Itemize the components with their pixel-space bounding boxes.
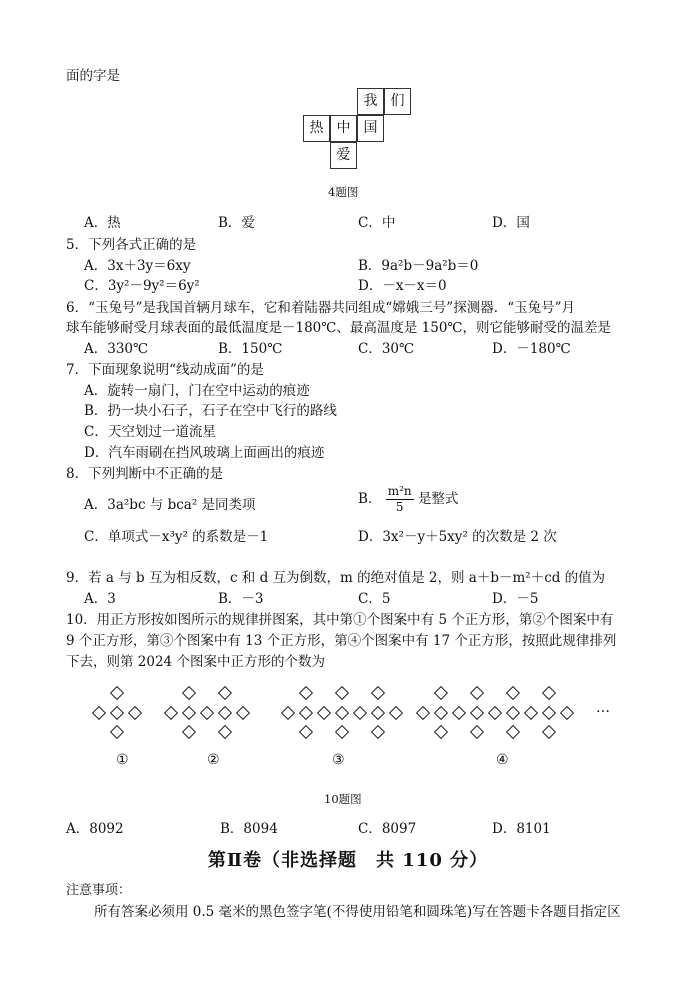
pattern-square: [335, 706, 349, 720]
pattern-square: [470, 706, 484, 720]
q9-option-b: B．－3: [218, 591, 264, 607]
pattern-square: [542, 686, 556, 700]
q7-option-c: C．天空划过一道流星: [84, 424, 216, 440]
pattern-square: [110, 725, 124, 739]
pattern-square: [389, 706, 403, 720]
pattern-label: ③: [332, 752, 345, 768]
q6-option-c: C．30℃: [358, 341, 415, 357]
q10-option-a: A．8092: [66, 821, 124, 837]
q8-option-b-text: 是整式: [417, 491, 459, 507]
pattern-square: [524, 706, 538, 720]
pattern-square: [110, 686, 124, 700]
q9-option-c: C．5: [358, 591, 391, 607]
pattern-label: ④: [496, 752, 509, 768]
pattern-square: [164, 706, 178, 720]
pattern-square: [560, 706, 574, 720]
figure-caption: 4题图: [328, 185, 359, 199]
pattern-square: [371, 686, 385, 700]
notice-label: 注意事项：: [66, 883, 132, 898]
q5-option-c: C．3y²－9y²＝6y²: [84, 278, 200, 294]
pattern-square: [506, 686, 520, 700]
net-cell: 热: [303, 115, 330, 142]
pattern-square: [299, 706, 313, 720]
q10-option-b: B．8094: [220, 821, 278, 837]
pattern-label: ①: [116, 752, 129, 768]
q10-stem-line1: 10．用正方形按如图所示的规律拼图案，其中第①个图案中有 5 个正方形，第②个图案中有: [66, 612, 614, 628]
notice-text: 所有答案必须用 0.5 毫米的黑色签字笔(不得使用铅笔和圆珠笔)写在答题卡各题目指定区: [94, 904, 621, 920]
pattern-square: [218, 706, 232, 720]
question-continuation: 面的字是: [66, 68, 120, 84]
net-cell: 们: [384, 88, 411, 115]
q8-stem: 8．下列判断中不正确的是: [66, 466, 224, 482]
figure-caption: 10题图: [324, 792, 362, 806]
q9-option-a: A．3: [84, 591, 116, 607]
pattern-label: ②: [207, 752, 220, 768]
q7-option-a: A．旋转一扇门，门在空中运动的痕迹: [84, 383, 310, 399]
q10-option-d: D．8101: [492, 821, 551, 837]
q8-option-b: [358, 484, 458, 515]
pattern-square: [452, 706, 466, 720]
q6-option-a: A．330℃: [84, 341, 149, 357]
q8-option-a: A．3a²bc 与 bca² 是同类项: [84, 497, 256, 513]
pattern-square: [200, 706, 214, 720]
q10-stem-line2: 9 个正方形，第③个图案中有 13 个正方形，第④个图案中有 17 个正方形，按照此规律排列: [66, 633, 617, 649]
pattern-square: [371, 706, 385, 720]
q10-option-c: C．8097: [358, 821, 417, 837]
q7-option-d: D．汽车雨刷在挡风玻璃上面画出的痕迹: [84, 445, 325, 461]
pattern-square: [542, 725, 556, 739]
pattern-square: [371, 725, 385, 739]
pattern-square: [353, 706, 367, 720]
q4-option-b: B．爱: [218, 215, 255, 231]
pattern-square: [506, 706, 520, 720]
q9-option-d: D．－5: [492, 591, 539, 607]
pattern-square: [92, 706, 106, 720]
net-cell: 爱: [330, 142, 357, 169]
q9-stem: 9．若 a 与 b 互为相反数，c 和 d 互为倒数，m 的绝对值是 2，则 a＋b－m²＋cd 的值为: [66, 570, 606, 586]
pattern-square: [416, 706, 430, 720]
pattern-square: [218, 686, 232, 700]
q8-option-c: C．单项式－x³y² 的系数是－1: [84, 529, 269, 545]
pattern-square: [182, 725, 196, 739]
pattern-square: [299, 686, 313, 700]
q7-option-b: B．扔一块小石子，石子在空中飞行的路线: [84, 403, 337, 419]
pattern-square: [128, 706, 142, 720]
section-title: 第Ⅱ卷（非选择题 共 110 分）: [207, 850, 489, 871]
pattern-square: [488, 706, 502, 720]
net-cell: 国: [357, 115, 384, 142]
pattern-square: [236, 706, 250, 720]
pattern-square: [470, 725, 484, 739]
q5-option-d: D．－x－x＝0: [358, 278, 447, 294]
pattern-square: [335, 725, 349, 739]
q7-stem: 7．下面现象说明“线动成面”的是: [66, 362, 264, 378]
q8-option-d: D．3x²－y＋5xy² 的次数是 2 次: [358, 529, 557, 545]
pattern-square: [542, 706, 556, 720]
pattern-square: [470, 686, 484, 700]
ellipsis: …: [596, 700, 610, 716]
q4-option-d: D．国: [492, 215, 530, 231]
pattern-square: [434, 686, 448, 700]
q6-option-b: B．150℃: [218, 341, 283, 357]
pattern-square: [182, 686, 196, 700]
pattern-square: [182, 706, 196, 720]
pattern-square: [317, 706, 331, 720]
net-cell: 中: [330, 115, 357, 142]
pattern-square: [110, 706, 124, 720]
q4-option-c: C．中: [358, 215, 396, 231]
pattern-square: [506, 725, 520, 739]
q4-option-a: A．热: [84, 215, 121, 231]
q10-stem-line3: 下去，则第 2024 个图案中正方形的个数为: [66, 654, 325, 670]
q5-option-a: A．3x＋3y＝6xy: [84, 258, 191, 274]
pattern-square: [299, 725, 313, 739]
net-cell: 我: [357, 88, 384, 115]
q5-option-b: B．9a²b－9a²b＝0: [358, 258, 479, 274]
pattern-square: [335, 686, 349, 700]
pattern-square: [434, 706, 448, 720]
pattern-square: [218, 725, 232, 739]
pattern-square: [281, 706, 295, 720]
q6-stem-line1: 6．“玉兔号”是我国首辆月球车，它和着陆器共同组成“嫦娥三号”探测器．“玉兔号”月: [66, 300, 575, 316]
q5-stem: 5．下列各式正确的是: [66, 237, 197, 253]
fraction-numerator: m²n: [387, 484, 412, 498]
pattern-square: [434, 725, 448, 739]
fraction-denominator: 5: [395, 500, 404, 514]
q6-stem-line2: 球车能够耐受月球表面的最低温度是－180℃、最高温度是 150℃，则它能够耐受的温差是: [66, 320, 612, 336]
fraction: [386, 484, 414, 515]
q8-option-b-label: B．: [358, 491, 382, 507]
q6-option-d: D．－180℃: [492, 341, 571, 357]
